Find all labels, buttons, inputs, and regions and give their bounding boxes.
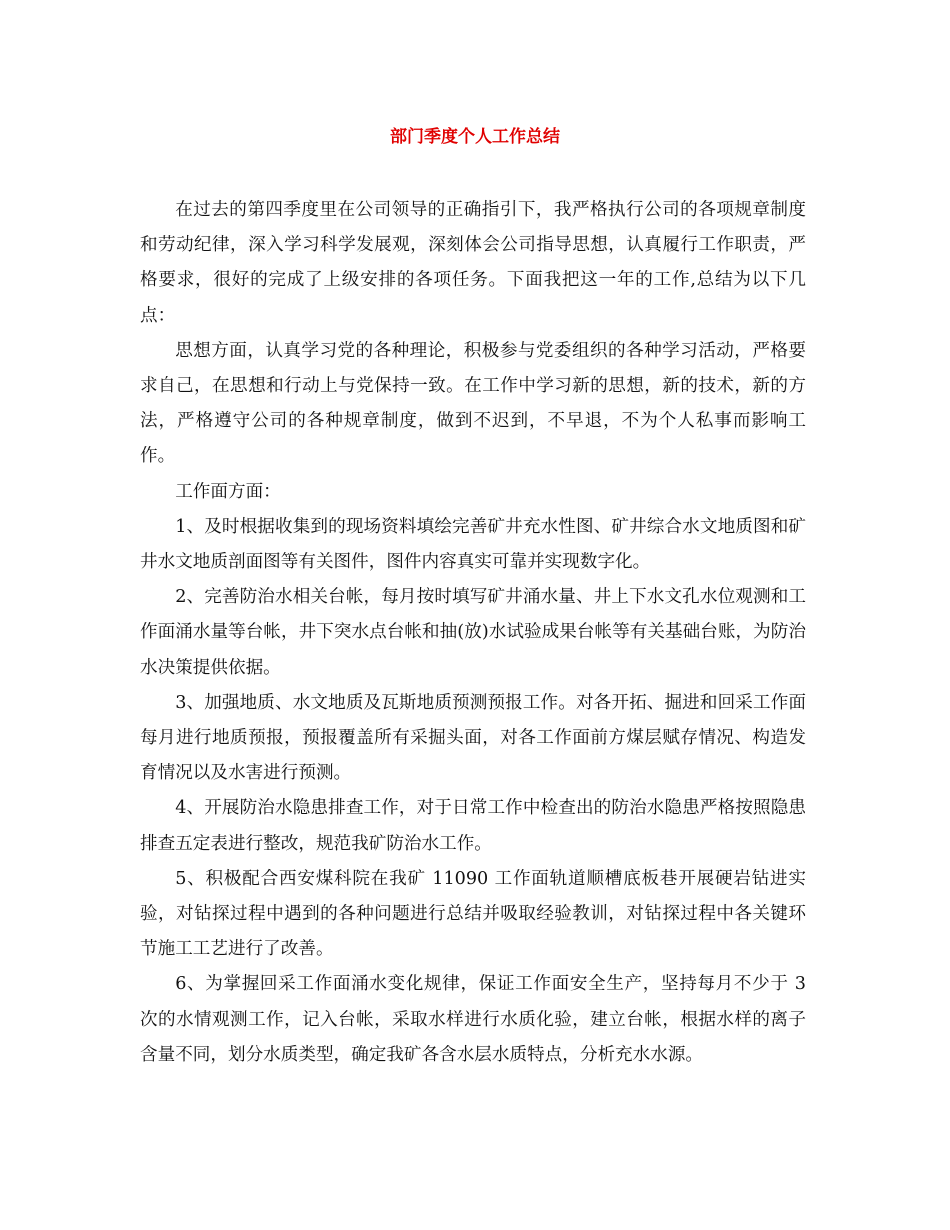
paragraph-item-3: 3、加强地质、水文地质及瓦斯地质预测预报工作。对各开拓、掘进和回采工作面每月进行地质预报，预报覆盖所有采掘头面，对各工作面前方煤层赋存情况、构造发育情况以及水害进行预测。 xyxy=(140,692,806,784)
paragraph-work-heading: 工作面方面： xyxy=(175,481,281,502)
document-title: 部门季度个人工作总结 xyxy=(390,127,560,147)
paragraph-item-1: 1、及时根据收集到的现场资料填绘完善矿井充水性图、矿井综合水文地质图和矿井水文地质剖面图等有关图件，图件内容真实可靠并实现数字化。 xyxy=(140,516,806,573)
paragraph-item-5: 5、积极配合西安煤科院在我矿 11090 工作面轨道顺槽底板巷开展硬岩钻进实验，对钻探过程中遇到的各种问题进行总结并吸取经验教训，对钻探过程中各关键环节施工工艺进行了改善。 xyxy=(140,868,806,960)
paragraph-item-6: 6、为掌握回采工作面涌水变化规律，保证工作面安全生产，坚持每月不少于 3 次的水情观测工作，记入台帐，采取水样进行水质化验，建立台帐，根据水样的离子含量不同，划分水质类型，确定我矿各含水层水质特点，分析充水水源。 xyxy=(140,974,806,1065)
paragraph-item-2: 2、完善防治水相关台帐，每月按时填写矿井涌水量、井上下水文孔水位观测和工作面涌水量等台帐，井下突水点台帐和抽(放)水试验成果台帐等有关基础台账，为防治水决策提供依据。 xyxy=(140,587,806,678)
paragraph-intro: 在过去的第四季度里在公司领导的正确指引下，我严格执行公司的各项规章制度和劳动纪律，深入学习科学发展观，深刻体会公司指导思想，认真履行工作职责，严格要求，很好的完成了上级安排的各项任务。下面我把这一年的工作,总结为以下几点： xyxy=(140,200,806,326)
paragraph-ideology: 思想方面，认真学习党的各种理论，积极参与党委组织的各种学习活动，严格要求自己，在思想和行动上与党保持一致。在工作中学习新的思想，新的技术，新的方法，严格遵守公司的各种规章制度，做到不迟到，不早退，不为个人私事而影响工作。 xyxy=(140,340,806,467)
paragraph-item-4: 4、开展防治水隐患排查工作，对于日常工作中检查出的防治水隐患严格按照隐患排查五定表进行整改，规范我矿防治水工作。 xyxy=(140,798,806,854)
document-body xyxy=(140,193,806,1073)
